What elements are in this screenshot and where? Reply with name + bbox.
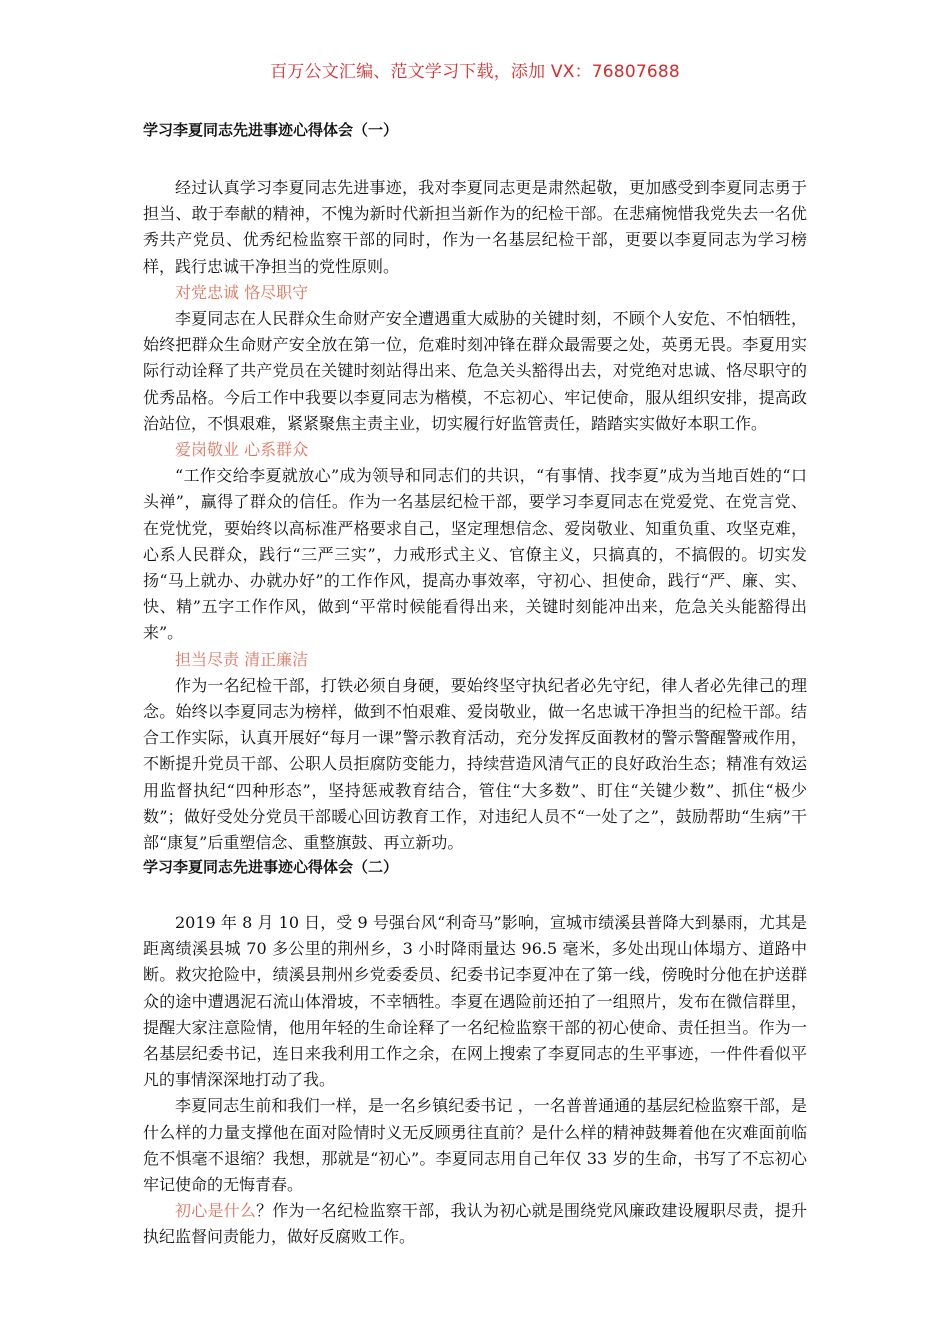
article-1-heading-3: 担当尽责 清正廉洁 [175, 649, 309, 669]
article-2-body [143, 910, 807, 1251]
article-2-paragraph-3 [143, 1198, 807, 1250]
article-1-intro: 经过认真学习李夏同志先进事迹，我对李夏同志更是肃然起敬，更加感受到李夏同志勇于担当、敢于奉献的精神，不愧为新时代新担当新作为的纪检干部。在悲痛惋惜我党失去一名优秀共产党员、优秀纪检监察干部的同时，作为一名基层纪检干部，更要以李夏同志为学习榜样，践行忠诚干净担当的党性原则。 [143, 178, 807, 276]
article-1-heading-1: 对党忠诚 恪尽职守 [175, 282, 309, 302]
article-1-body [143, 175, 807, 856]
article-2-paragraph-2: 李夏同志生前和我们一样，是一名乡镇纪委书记 ，一名普普通通的基层纪检监察干部，是什么样的力量支撑他在面对险情时义无反顾勇往直前？是什么样的精神鼓舞着他在灾难面前临危不惧毫不退缩？我想，那就是“初心”。李夏同志用自己年仅 33 岁的生命，书写了不忘初心牢记使命的无悔青春。 [143, 1096, 807, 1195]
article-1-heading-2: 爱岗敬业 心系群众 [175, 440, 309, 460]
article-1-title: 学习李夏同志先进事迹心得体会（一） [143, 121, 399, 139]
article-1-paragraph-2: “工作交给李夏就放心”成为领导和同志们的共识，“有事情、找李夏”成为当地百姓的“口头禅”，赢得了群众的信任。作为一名基层纪检干部，要学习李夏同志在党爱党、在党言党、在党忧党，要始终以高标准严格要求自己，坚定理想信念、爱岗敬业、知重负重、攻坚克难，心系人民群众，践行“三严三实”，力戒形式主义、官僚主义，只搞真的，不搞假的。切实发扬“马上就办、办就办好”的工作作风，提高办事效率，守初心、担使命，践行“严、廉、实、快、精”五字工作作风，做到“平常时候能看得出来，关键时刻能冲出来，危急关头能豁得出来”。 [143, 466, 807, 643]
article-2-title: 学习李夏同志先进事迹心得体会（二） [143, 858, 399, 876]
article-1-paragraph-1: 李夏同志在人民群众生命财产安全遭遇重大威胁的关键时刻，不顾个人安危、不怕牺牲，始终把群众生命财产安全放在第一位，危难时刻冲锋在群众最需要之处，英勇无畏。李夏用实际行动诠释了共产党员在关键时刻站得出来、危急关头豁得出去，对党绝对忠诚、恪尽职守的优秀品格。今后工作中我要以李夏同志为楷模，不忘初心、牢记使命，服从组织安排，提高政治站位，不惧艰难，紧紧聚焦主责主业，切实履行好监管责任，踏踏实实做好本职工作。 [143, 309, 807, 433]
promo-banner: 百万公文汇编、范文学习下载，添加 VX：76807688 [270, 62, 680, 82]
first-heart-question: 初心是什么 [175, 1201, 257, 1221]
article-1-paragraph-3: 作为一名纪检干部，打铁必须自身硬，要始终坚守执纪者必先守纪，律人者必先律己的理念。始终以李夏同志为榜样，做到不怕艰难、爱岗敬业，做一名忠诚干净担当的纪检干部。结合工作实际，认真开展好“每月一课”警示教育活动，充分发挥反面教材的警示警醒警戒作用，不断提升党员干部、公职人员拒腐防变能力，持续营造风清气正的良好政治生态；精准有效运用监督执纪“四种形态”，坚持惩戒教育结合，管住“大多数”、盯住“关键少数”、抓住“极少数”；做好受处分党员干部暖心回访教育工作，对违纪人员不“一处了之”，鼓励帮助“生病”干部“康复”后重塑信念、重整旗鼓、再立新功。 [143, 675, 807, 853]
article-2-paragraph-3-text: ？作为一名纪检监察干部，我认为初心就是围绕党风廉政建设履职尽责，提升执纪监督问责能力，做好反腐败工作。 [143, 1201, 807, 1247]
article-2-paragraph-1: 2019 年 8 月 10 日，受 9 号强台风“利奇马”影响，宣城市绩溪县普降大到暴雨，尤其是距离绩溪县城 70 多公里的荆州乡，3 小时降雨量达 96.5 毫米，多处出现山体塌方、道路中断。救灾抢险中，绩溪县荆州乡党委委员、纪委书记李夏冲在了第一线，傍晚时分他在护送群众的途中遭遇泥石流山体滑坡，不幸牺牲。李夏在遇险前还拍了一组照片，发布在微信群里，提醒大家注意险情，他用年轻的生命诠释了一名纪检监察干部的初心使命、责任担当。作为一名基层纪委书记，连日来我利用工作之余，在网上搜索了李夏同志的生平事迹，一件件看似平凡的事情深深地打动了我。 [143, 913, 807, 1090]
